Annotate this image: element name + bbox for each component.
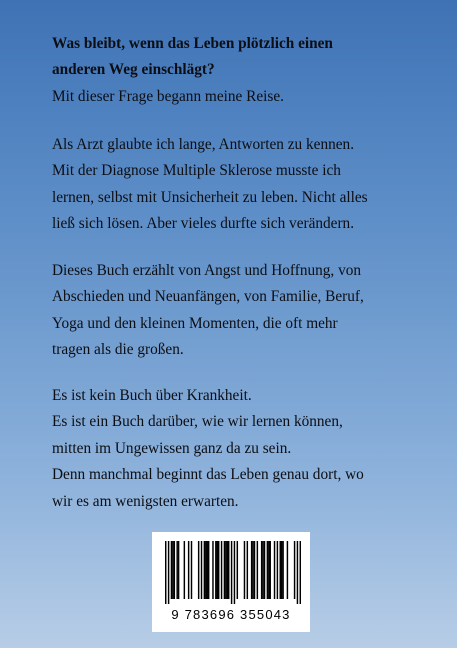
barcode-bar bbox=[254, 541, 255, 599]
barcode-bar bbox=[174, 541, 175, 599]
barcode-bar bbox=[188, 541, 189, 599]
barcode-bar bbox=[208, 541, 209, 599]
blurb-line: Es ist ein Buch darüber, wie wir lernen können, bbox=[52, 413, 343, 431]
barcode-bar bbox=[204, 541, 205, 599]
barcode-bar bbox=[184, 541, 185, 599]
isbn-barcode bbox=[152, 532, 310, 632]
barcode-bar bbox=[228, 541, 229, 599]
barcode-bar bbox=[231, 541, 232, 604]
blurb-line: Mit dieser Frage begann meine Reise. bbox=[52, 87, 284, 105]
barcode-bar bbox=[264, 541, 265, 599]
barcode-bar bbox=[280, 541, 281, 599]
barcode-bar bbox=[270, 541, 271, 599]
barcode-bar bbox=[261, 541, 262, 599]
barcode-bar bbox=[217, 541, 218, 599]
blurb-line: Denn manchmal beginnt das Leben genau dort, wo bbox=[52, 466, 364, 484]
barcode-bar bbox=[282, 541, 283, 599]
barcode-bar bbox=[218, 541, 219, 599]
barcode-bar bbox=[287, 541, 288, 599]
blurb-line: wir es am wenigsten erwarten. bbox=[52, 492, 239, 510]
barcode-bars bbox=[165, 541, 301, 604]
isbn-number: 9 783696 355043 bbox=[171, 607, 291, 622]
barcode-bar bbox=[257, 541, 258, 599]
barcode-bar bbox=[244, 541, 245, 599]
blurb-line: lernen, selbst mit Unsicherheit zu leben. Nicht alles bbox=[52, 188, 368, 206]
blurb-line: Mit der Diagnose Multiple Sklerose musste ich bbox=[52, 162, 341, 180]
barcode-bar bbox=[224, 541, 225, 599]
barcode-bar bbox=[294, 541, 295, 599]
blurb-line: Als Arzt glaubte ich lange, Antworten zu kennen. bbox=[52, 136, 355, 153]
blurb-line: Dieses Buch erzählt von Angst und Hoffnung, von bbox=[52, 262, 362, 279]
blurb-line: Abschieden und Neuanfängen, von Familie, Beruf, bbox=[52, 288, 364, 306]
barcode-bar bbox=[201, 541, 202, 599]
barcode-bar bbox=[165, 541, 166, 604]
barcode-bar bbox=[215, 541, 216, 599]
barcode-bar bbox=[252, 541, 253, 599]
barcode-bar bbox=[281, 541, 282, 599]
barcode-bar bbox=[267, 541, 268, 599]
barcode-bar bbox=[205, 541, 206, 599]
barcode-bar bbox=[198, 541, 199, 599]
barcode-bar bbox=[221, 541, 222, 599]
barcode-bar bbox=[212, 541, 213, 599]
barcode-bar bbox=[191, 541, 192, 599]
barcode-bar bbox=[274, 541, 275, 599]
blurb-line: anderen Weg einschlägt? bbox=[52, 61, 215, 79]
barcode-bar bbox=[268, 541, 269, 599]
barcode-bar bbox=[176, 541, 177, 599]
barcode-bar bbox=[251, 541, 252, 599]
barcode-bar bbox=[300, 541, 301, 604]
barcode-bar bbox=[225, 541, 226, 599]
barcode-bar bbox=[172, 541, 173, 599]
blurb-paragraph-intro bbox=[52, 31, 447, 110]
barcode-bar bbox=[178, 541, 179, 599]
barcode-bar bbox=[168, 541, 169, 604]
blurb-paragraph-diagnosis bbox=[52, 132, 447, 238]
blurb-line: Es ist kein Buch über Krankheit. bbox=[52, 387, 252, 404]
barcode-bar bbox=[262, 541, 263, 599]
barcode-bar bbox=[227, 541, 228, 599]
barcode-bar bbox=[171, 541, 172, 599]
barcode-bar bbox=[234, 541, 235, 604]
barcode-bar bbox=[277, 541, 278, 599]
barcode-bar bbox=[247, 541, 248, 599]
blurb-line: ließ sich lösen. Aber vieles durfte sich verändern. bbox=[52, 215, 355, 233]
blurb-line: mitten im Ungewissen ganz da zu sein. bbox=[52, 439, 292, 457]
barcode-bar bbox=[207, 541, 208, 599]
blurb-paragraph-closing bbox=[52, 383, 447, 515]
blurb-paragraph-book bbox=[52, 258, 447, 364]
barcode-bar bbox=[237, 541, 238, 599]
blurb-line: Was bleibt, wenn das Leben plötzlich einen bbox=[52, 35, 333, 52]
barcode-bar bbox=[297, 541, 298, 604]
blurb-line: Yoga und den kleinen Momenten, die oft mehr bbox=[52, 314, 338, 332]
blurb-line: tragen als die großen. bbox=[52, 341, 184, 359]
